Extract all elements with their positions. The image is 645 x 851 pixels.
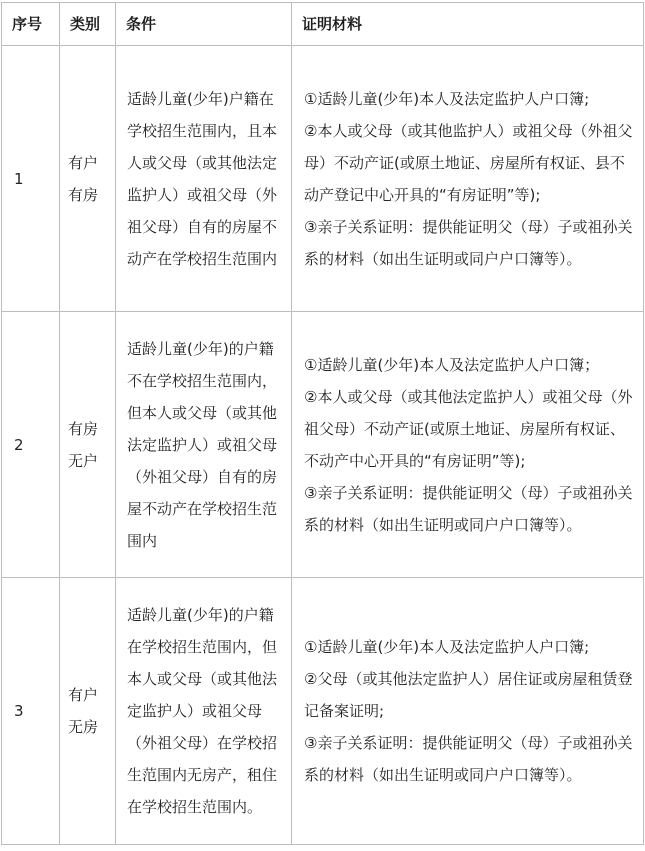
enrollment-requirements-table <box>1 2 644 845</box>
row-category: 有房无户 <box>60 312 116 578</box>
row-documents <box>292 578 644 845</box>
row-condition: 适龄儿童(少年)的户籍不在学校招生范围内，但本人或父母（或其他法定监护人）或祖父母（外祖父母）自有的房屋不动产在学校招生范围内 <box>116 312 292 578</box>
document-item: ③亲子关系证明：提供能证明父（母）子或祖孙关系的材料（如出生证明或同户户口簿等）。 <box>304 734 633 784</box>
header-condition: 条件 <box>116 3 292 46</box>
header-category: 类别 <box>60 3 116 46</box>
header-index: 序号 <box>2 3 60 46</box>
row-index: 3 <box>2 578 60 845</box>
document-item: ②本人或父母（或其他法定监护人）或祖父母（外祖父母）不动产证(或原土地证、房屋所有权证、不动产中心开具的“有房证明”等); <box>304 387 633 470</box>
document-item: ②本人或父母（或其他监护人）或祖父母（外祖父母）不动产证(或原土地证、房屋所有权证、县不动产登记中心开具的“有房证明”等); <box>304 121 633 204</box>
row-index: 1 <box>2 46 60 312</box>
document-item: ②父母（或其他法定监护人）居住证或房屋租赁登记备案证明; <box>304 670 633 720</box>
table-row <box>2 46 644 312</box>
row-documents <box>292 46 644 312</box>
row-index: 2 <box>2 312 60 578</box>
document-item: ①适龄儿童(少年)本人及法定监护人户口簿; <box>304 638 590 656</box>
document-item: ③亲子关系证明：提供能证明父（母）子或祖孙关系的材料（如出生证明或同户户口簿等）。 <box>304 483 633 534</box>
row-category: 有户无房 <box>60 578 116 845</box>
table-row <box>2 312 644 578</box>
row-documents <box>292 312 644 578</box>
header-row <box>2 3 644 46</box>
document-item: ③亲子关系证明：提供能证明父（母）子或祖孙关系的材料（如出生证明或同户户口簿等）。 <box>304 217 633 268</box>
table-row <box>2 578 644 845</box>
document-item: ①适龄儿童(少年)本人及法定监护人户口簿； <box>304 355 600 374</box>
document-item: ①适龄儿童(少年)本人及法定监护人户口簿; <box>304 89 590 108</box>
header-documents: 证明材料 <box>292 3 644 46</box>
row-condition: 适龄儿童(少年)的户籍在学校招生范围内，但本人或父母（或其他法定监护人）或祖父母（外祖父母）在学校招生范围内无房产，租住在学校招生范围内。 <box>116 578 292 845</box>
row-condition: 适龄儿童(少年)户籍在学校招生范围内，且本人或父母（或其他法定监护人）或祖父母（外祖父母）自有的房屋不动产在学校招生范围内 <box>116 46 292 312</box>
row-category: 有户有房 <box>60 46 116 312</box>
